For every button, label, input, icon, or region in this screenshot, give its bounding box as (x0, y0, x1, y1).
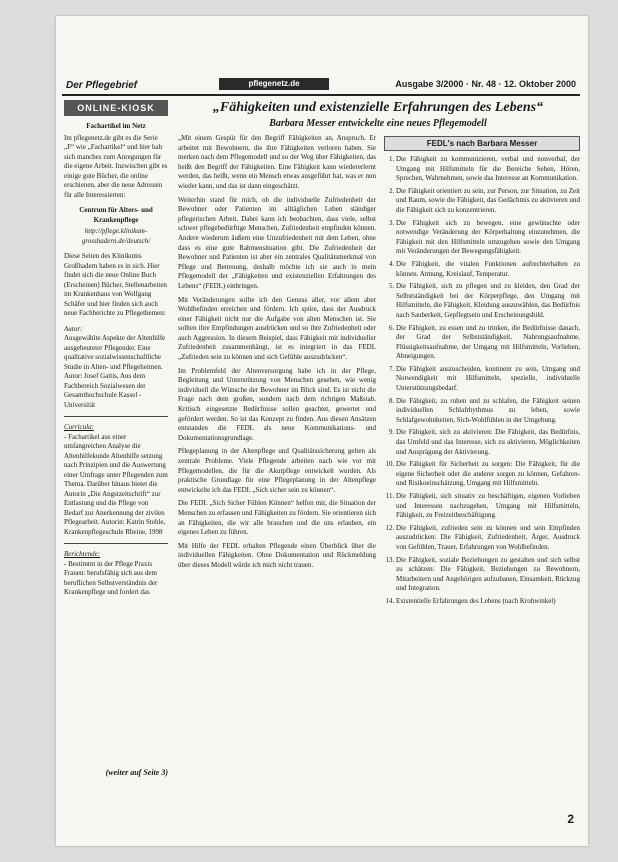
sidebar-body-2: Ausgewählte Aspekte der Altenhilfe ausgebeuteter Pflegender. Eine qualitative sozialwissenschaftliche Studie in Alten- und Pflegeheimen. Autor: Josef Gattis, Aus dem Fachbereich Sozialwesen der Gesamthochschule Kassel - Universität (64, 334, 166, 409)
fedl-item: 10. Die Fähigkeit für Sicherheit zu sorgen: Die Fähigkeit, für die eigene Sicherheit oder die anderer sorgen zu können, Gefahren- und Risikoeinschätzung, Umgang mit Hilfsmitteln. (396, 460, 580, 489)
sidebar-subtitle: Fachartikel im Netz (86, 122, 146, 130)
article-body (178, 134, 376, 786)
sidebar-center-url[interactable]: http://pflege.klinikum-grosshadern.de/deutsch/ (81, 227, 151, 245)
fedl-box (384, 136, 580, 766)
article-paragraph: Weiterhin stand für mich, ob die individuelle Zufriedenheit der Bewohner oder Patienten im alltäglichen Leben ständiger pflegerischen Arbeit. Dabei kann ich beobachten, dass viele, selbst schwer pflegebedürftige Menschen, Zufriedenheit empfinden können. Andere wiederum äußern eine Unzufriedenheit mit dem Leben, ohne dass es eine gute Rahmensituation gibt. Die Zufriedenheit der Bewohner und Patienten ist aber ein zentrales Qualitätsmerkmal von Pflege und Betreuung, deshalb möchte ich sie auch in mein Pflegemodell der „Fähigkeiten und existenziellen Erfahrungen des Lebens“ (FEDL) einbringen. (178, 195, 376, 290)
article-paragraph: Mit Veränderungen sollte ich den Genuss aller, vor allem aber Wohlbefinden erreichen und fördern. Ich spüre, dass der Ausdruck einer Fähigkeit nicht nur die Aufgabe von alten Menschen ist. Sie sollten ihre Empfindungen ausdrücken und so ihre Zufriedenheit oder auch Aggression. In diesem Beispiel, dass Fähigkeit mit individueller Zufriedenheit zusammenhängt, ist es integriert in das FEDL „Zufrieden sein zu können und sich Gefühle auszudrücken“. (178, 295, 376, 362)
fedl-box-title: FEDL's nach Barbara Messer (384, 136, 580, 151)
sidebar-contents-label: Curricula: (64, 423, 94, 431)
fedl-list (384, 155, 580, 607)
fedl-item: 14. Existentielle Erfahrungen des Lebens (nach Krohwinkel) (396, 597, 580, 607)
header-rule (62, 94, 580, 96)
article-header (178, 100, 578, 129)
article-subtitle: Barbara Messer entwickelte eine neues Pflegemodell (269, 118, 487, 129)
article-paragraph: Im Problemfeld der Altenversorgung habe ich in der Pflege, Begleitung und Unterstützung von Menschen gesehen, wie wenig individuell die Wünsche der Bewohner im Blick sind. Es ist nicht die Frage nach dem großen, sondern nach dem richtigen Maßstab. Kritisch eingesetzte Bedürfnisse sollen geachtet, gewertet und gefördert werden. So ist das Konzept zu finden. Aus diesen Ansätzen entstanden die FEDL als neue Kommunikations- und Dokumentationsgrundlage. (178, 366, 376, 442)
fedl-item: 13. Die Fähigkeit, soziale Beziehungen zu gestalten und sich selbst zu schätzen: Die Fähigkeit, Beziehungen zu Bewohnern, Mitarbeitern und Angehörigen aufzubauen, Einsamkeit, Rückzug und Integration. (396, 556, 580, 594)
sidebar-center-title: Centrum für Alters- und Krankenpflege (79, 206, 153, 224)
sidebar-body-3: - Fachartikel aus einer umfangreichen Analyse die Altenhilfekunde Altenhilfe setzung nach Prinzipien und die Auswertung einer Umfrage unter Pflegenden zum Thema. Darüber hinaus bietet die Autorin „Die Angstzeitschrift“ zur Entlastung und die Pflege von Bedarf zur Anerkennung der zivilen Pflegearbeit. Autorin: Katrin Stehle, Krankenpflegeschule Rheine, 1998 (64, 432, 168, 536)
issue-info: Ausgabe 3/2000 · Nr. 48 · 12. Oktober 2000 (395, 79, 576, 89)
page-header (62, 78, 580, 94)
publication-name: Der Pflegebrief (66, 80, 138, 91)
sidebar-more-label: Berichtende: (64, 550, 101, 558)
article-paragraph: Mit Hilfe der FEDL erhalten Pflegende einen Überblick über die individuellen Fähigkeiten. Ohne Dokumentation und Rückmeldung über dieses Modell würde ich mich nicht trauen. (178, 541, 376, 569)
site-logo: pflegenetz.de (219, 78, 329, 90)
sidebar-divider-2 (64, 543, 168, 544)
sidebar-body-4: - Bestimmt in der Pflege Praxis Frauen: berufsfähig sich aus dem beruflichen Selbstverständnis der Krankenpflege und fordert das (64, 559, 158, 596)
article-paragraph: Pflegeplanung in der Altenpflege und Qualitätssicherung gelten als zentrale Probleme. Viele Pflegende arbeiten nach wie vor mit Pflegemodellen, die für die Akutpflege entwickelt wurden. Als praktische Grundlage für eine Pflegeplanung in der Altenpflege entwickelte ich das FEDL „Sich sicher sein zu können“. (178, 447, 376, 494)
fedl-item: 2. Die Fähigkeit orientiert zu sein, zur Person, zur Situation, zu Zeit und Raum, sowie die Fähigkeit, das Gedächtnis zu aktivieren und die Fähigkeit sich zu konzentrieren. (396, 187, 580, 216)
sidebar-title: ONLINE-KIOSK (64, 100, 168, 116)
sidebar-online-kiosk (64, 100, 168, 790)
fedl-item: 11. Die Fähigkeit, sich situativ zu beschäftigen, eigenen Vorlieben und Interessen nachzugehen, Umgang mit Hilfsmitteln, Fähigkeit, zu Freizeitbeschäftigung. (396, 492, 580, 521)
fedl-item: 5. Die Fähigkeit, sich zu pflegen und zu kleiden, den Grad der Selbstständigkeit bei der Körperpflege, den Umgang mit Hilfsmitteln, die Fähigkeit, Kleidung auszuwählen, das Bedürfnis nach Sauberkeit, Gepflegtsein und Erscheinungsbild. (396, 282, 580, 320)
fedl-item: 8. Die Fähigkeit, zu ruhen und zu schlafen, die Fähigkeit seinen individuellen Schlafrhythmus zu leben, sowie Schlafgewohnheiten, Sich-Wohlfühlen in der Umgebung. (396, 397, 580, 426)
article-paragraph: „Mit einem Gespür für den Begriff Fähigkeiten an, Anspruch. Er arbeitet mit Bewohnern, die ihre Fähigkeiten verloren haben. Sie merken nach dem Pflegemodell und so der Weg über Fähigkeiten, das heißt den Begriff der Fähigkeiten. Eine Fähigkeit kann wiedererlernt werden, das heißt, wenn ein Mensch etwas ausgeführt hat, was er nun wieder kann, und das ist dann eingeschätzt. (178, 134, 376, 190)
sidebar-body-1: Diese Seiten des Klinikums Großhadern haben es in sich. Hier findet sich die neue Online Buch (Erscheinen) Bücher, Stellenarbeiten im Krankenhaus von Wolfgang Schäfer und hier finden sich auch neue Fachberichte zu Pflegethemen: (64, 252, 167, 317)
continued-note: (weiter auf Seite 3) (105, 768, 168, 777)
article-title: „Fähigkeiten und existenzielle Erfahrungen des Lebens“ (212, 100, 544, 115)
fedl-item: 6. Die Fähigkeit, zu essen und zu trinken, die Bedürfnisse danach, der Grad der Selbstständigkeit, Nahrungsaufnahme, Flüssigkeitsaufnahme, der Umgang mit Hilfsmitteln, Vorlieben, Abneigungen. (396, 324, 580, 362)
fedl-item: 12. Die Fähigkeit, zufrieden sein zu können und sein Empfinden auszudrücken: Die Fähigkeit, Zufriedenheit, Ärger, Ausdruck von Gefühlen, Trauer, Erfahrungen von Wohlbefinden. (396, 524, 580, 553)
sidebar-divider (64, 416, 168, 417)
sidebar-intro: Im pflegenetz.de gibt es die Serie „F“ wie „Fachartikel“ und hier hab sich manches zum Anregungen für die eigene Arbeit. Inzwischen gibt es einige gute Bücher, die online erschienen, aber die neue Adressen für alle Interessierten: (64, 133, 168, 199)
article-paragraph: Die FEDL „Sich Sicher Fühlen Können“ helfen mir, die Situation der Menschen zu erfassen und Fähigkeiten zu fördern. Sie orientieren sich an Fähigkeiten, die wir alle brauchen und die uns erlauben, ein eigenes Leben zu führen. (178, 499, 376, 537)
fedl-item: 9. Die Fähigkeit, sich zu aktivieren: Die Fähigkeit, das Bedürfnis, das Umfeld und das Interesse, sich zu aktivieren, Möglichkeiten und Ausprägung der Aktivierung. (396, 428, 580, 457)
page-number: 2 (567, 812, 574, 826)
fedl-item: 4. Die Fähigkeit, die vitalen Funktionen aufrechterhalten zu können. Atmung, Kreislauf, Temperatur. (396, 260, 580, 279)
newsletter-page (56, 16, 588, 846)
fedl-item: 3. Die Fähigkeit sich zu bewegen, eine gewünschte oder notwendige Veränderung der Körperhaltung einzunehmen, die Fähigkeit mit den Hilfsmitteln umzugehen sowie den Umgang mit Veränderungen der Bewegungsfähigkeit. (396, 219, 580, 257)
fedl-item: 1. Die Fähigkeit zu kommunizieren, verbal und nonverbal, der Umgang mit Hilfsmitteln für die Bereiche Sehen, Hören, Sprechen, Wahrnehmen, sowie das Interesse an Kommunikation. (396, 155, 580, 184)
fedl-item: 7. Die Fähigkeit auszuscheiden, kontinent zu sein, Umgang und Notwendigkeit mit Hilfsmitteln, spezielle, individuelle Unterstützungsbedarf. (396, 365, 580, 394)
sidebar-author-label: Autor: (64, 324, 83, 333)
